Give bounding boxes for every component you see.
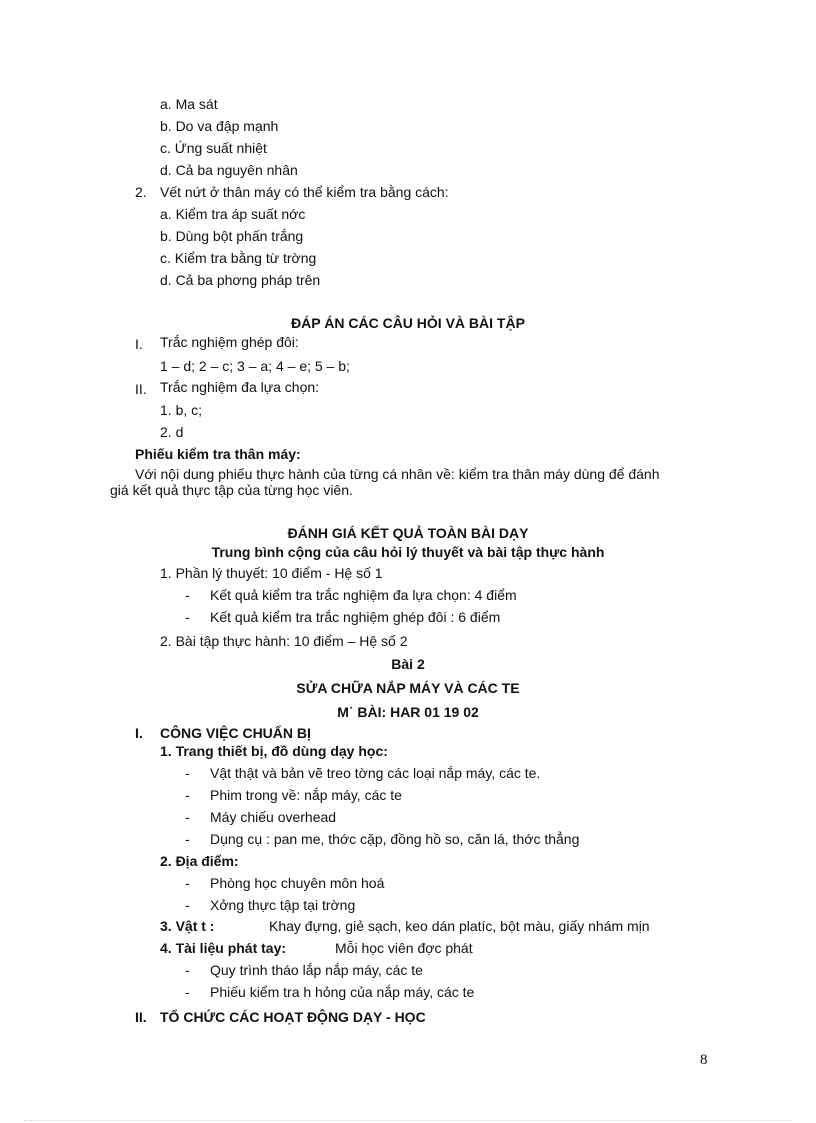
evaluation-practice: 2. Bài tập thực hành: 10 điểm – Hệ số 2 xyxy=(160,633,408,649)
equipment-item: Dụng cụ : pan me, thớc cặp, đồng hồ so, căn lá, thớc thẳng xyxy=(210,831,580,847)
bullet-dash: - xyxy=(185,765,190,781)
answers-section2-number: II. xyxy=(135,381,147,397)
q1-option-b: b. Do va đập mạnh xyxy=(160,118,279,134)
lesson-code: M˙ BÀI: HAR 01 19 02 xyxy=(337,704,479,720)
section1-sub2-label: 2. Địa điểm: xyxy=(160,853,239,869)
lesson-number: Bài 2 xyxy=(391,656,425,672)
q1-option-a: a. Ma sát xyxy=(160,96,218,112)
checklist-title: Phiếu kiểm tra thân máy: xyxy=(135,446,301,462)
q2-text: Vết nứt ở thân máy có thể kiểm tra bằng cách: xyxy=(160,184,449,200)
q2-option-a: a. Kiểm tra áp suất nớc xyxy=(160,206,306,222)
bullet-dash: - xyxy=(185,984,190,1000)
bullet-dash: - xyxy=(185,875,190,891)
q1-option-d: d. Cả ba nguyên nhân xyxy=(160,162,298,178)
section1-sub4-text: Mỗi học viên đợc phát xyxy=(335,940,473,956)
section1-sub4-label: 4. Tài liệu phát tay: xyxy=(160,940,287,956)
bullet-dash: - xyxy=(185,809,190,825)
page-number: 8 xyxy=(700,1052,708,1068)
bullet-dash: - xyxy=(185,609,190,625)
answers-section1-number: I. xyxy=(135,336,143,352)
page-footer-divider xyxy=(24,1120,792,1121)
q1-option-c: c. Ứng suất nhiệt xyxy=(160,140,267,156)
answers-section1-label: Trắc nghiệm ghép đôi: xyxy=(160,334,299,350)
evaluation-theory: 1. Phần lý thuyết: 10 điểm - Hệ số 1 xyxy=(160,565,383,581)
q2-option-b: b. Dùng bột phấn trắng xyxy=(160,228,304,244)
bullet-dash: - xyxy=(185,962,190,978)
bullet-dash: - xyxy=(185,787,190,803)
equipment-item: Vật thật và bản vẽ treo tờng các loại nắp máy, các te. xyxy=(210,765,541,781)
evaluation-theory-item2: Kết quả kiểm tra trắc nghiệm ghép đôi : 6 điểm xyxy=(210,609,501,625)
handout-item: Phiếu kiểm tra h hỏng của nắp máy, các te xyxy=(210,984,475,1000)
q2-option-d: d. Cả ba phơng pháp trên xyxy=(160,272,321,288)
handout-item: Quy trình tháo lắp nắp máy, các te xyxy=(210,962,423,978)
section2-title: TỔ CHỨC CÁC HOẠT ĐỘNG DẠY - HỌC xyxy=(160,1009,426,1025)
evaluation-subheading: Trung bình cộng của câu hỏi lý thuyết và bài tập thực hành xyxy=(211,544,605,560)
answers-section1-answer: 1 – d; 2 – c; 3 – a; 4 – e; 5 – b; xyxy=(160,358,350,374)
checklist-line1: Với nội dung phiếu thực hành của từng cá nhân về: kiểm tra thân máy dùng để đánh xyxy=(135,466,660,482)
evaluation-heading: ĐÁNH GIÁ KẾT QUẢ TOÀN BÀI DẠY xyxy=(287,525,529,541)
section1-sub3-label: 3. Vật t : xyxy=(160,918,215,934)
equipment-item: Máy chiếu overhead xyxy=(210,809,337,825)
answers-section2-item1: 1. b, c; xyxy=(160,402,203,418)
lesson-title: SỬA CHỮA NẮP MÁY VÀ CÁC TE xyxy=(296,680,520,696)
section1-sub1-label: 1. Trang thiết bị, đồ dùng dạy học: xyxy=(160,743,388,759)
section2-number: II. xyxy=(135,1009,147,1025)
equipment-item: Phim trong về: nắp máy, các te xyxy=(210,787,402,803)
bullet-dash: - xyxy=(185,587,190,603)
section1-sub3-text: Khay đựng, giẻ sạch, keo dán platíc, bột màu, giấy nhám mịn xyxy=(269,918,650,934)
checklist-line2: giá kết quả thực tập của từng học viên. xyxy=(110,482,353,498)
answers-heading: ĐÁP ÁN CÁC CÂU HỎI VÀ BÀI TẬP xyxy=(291,315,525,331)
bullet-dash: - xyxy=(185,897,190,913)
q2-number: 2. xyxy=(135,184,147,200)
section1-number: I. xyxy=(135,725,143,741)
answers-section2-item2: 2. d xyxy=(160,424,184,440)
location-item: Phòng học chuyên môn hoá xyxy=(210,875,385,891)
answers-section2-label: Trắc nghiệm đa lựa chọn: xyxy=(160,379,320,395)
q2-option-c: c. Kiểm tra bằng từ trờng xyxy=(160,250,317,266)
evaluation-theory-item1: Kết quả kiểm tra trắc nghiệm đa lựa chọn: 4 điểm xyxy=(210,587,517,603)
section1-title: CÔNG VIỆC CHUẨN BỊ xyxy=(160,725,311,741)
location-item: Xởng thực tập tại trờng xyxy=(210,897,356,913)
bullet-dash: - xyxy=(185,831,190,847)
